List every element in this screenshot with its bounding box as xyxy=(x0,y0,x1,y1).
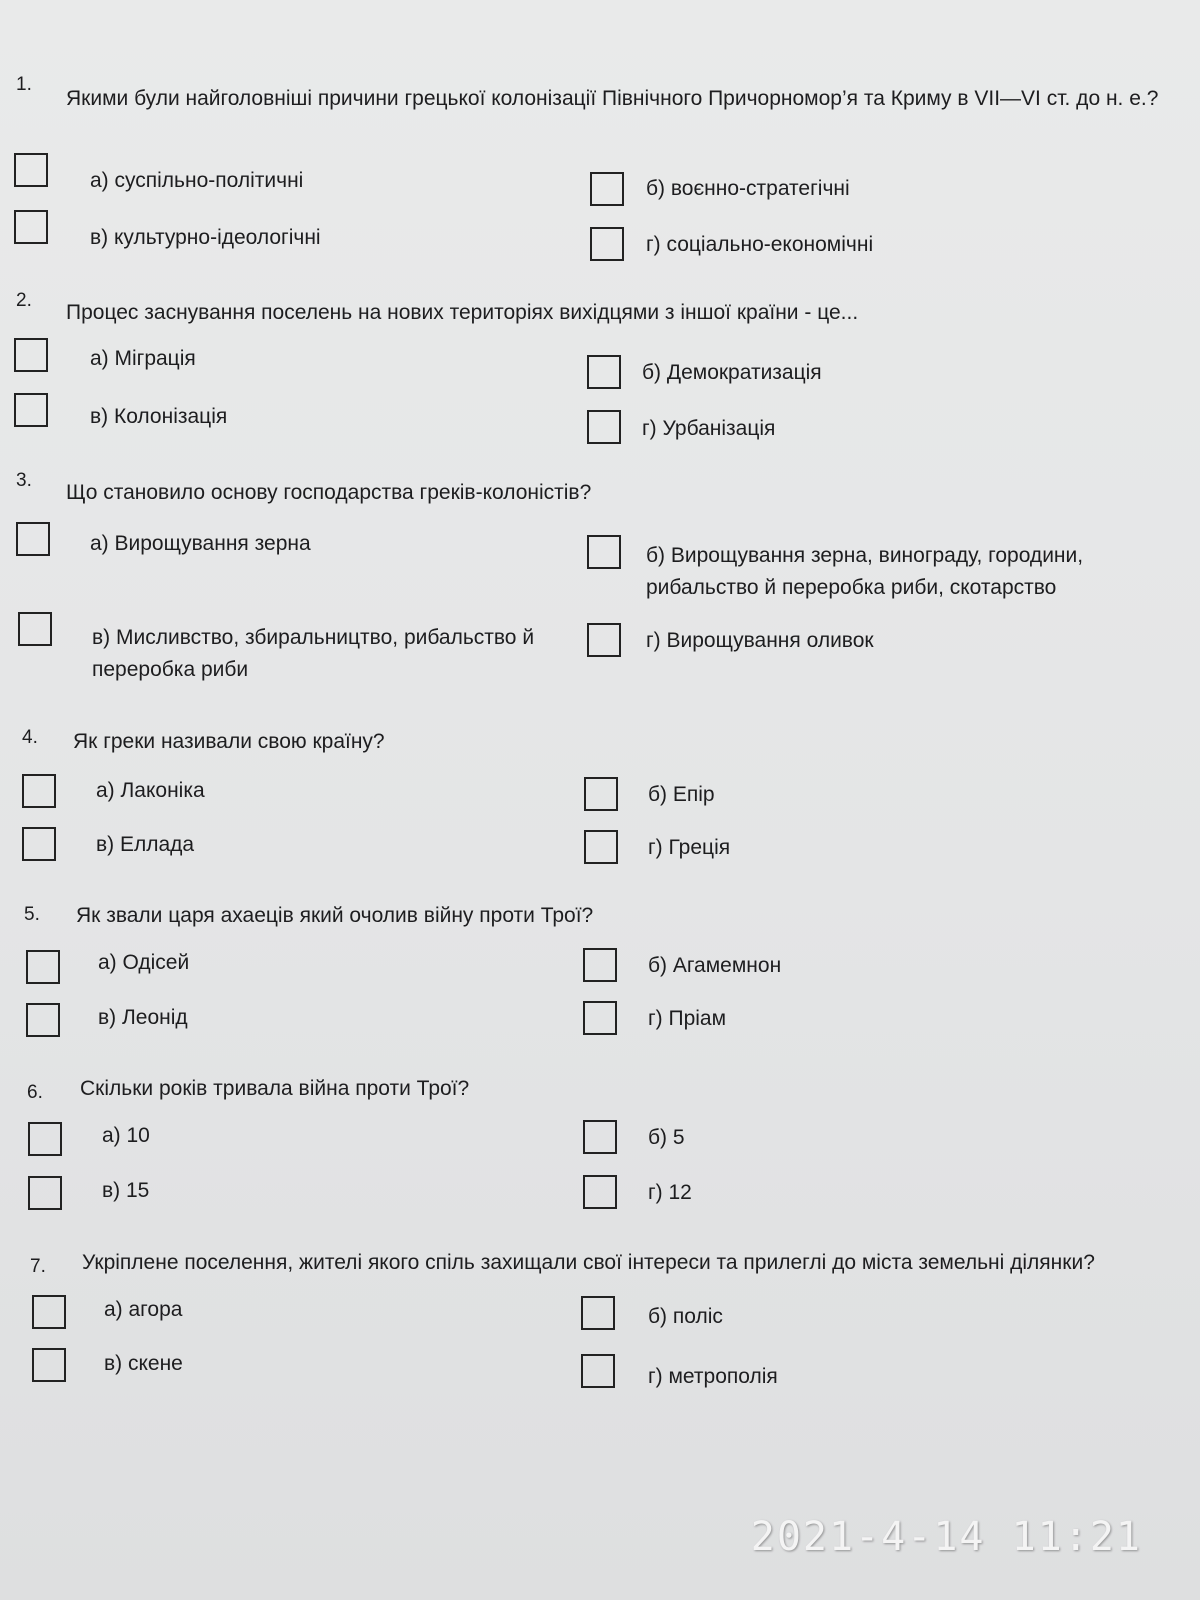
answer-checkbox[interactable] xyxy=(584,830,618,864)
question-text: Процес заснування поселень на нових територіях вихідцями з іншої країни - це... xyxy=(66,301,859,324)
question-text: Як звали царя ахаеців який очолив війну проти Трої? xyxy=(76,904,594,927)
option-label: в) Еллада xyxy=(96,833,195,856)
answer-checkbox[interactable] xyxy=(18,612,52,646)
answer-checkbox[interactable] xyxy=(583,1120,617,1154)
answer-checkbox[interactable] xyxy=(583,948,617,982)
answer-checkbox[interactable] xyxy=(14,393,48,427)
option-label: в) скене xyxy=(104,1352,183,1375)
answer-checkbox[interactable] xyxy=(14,210,48,244)
answer-checkbox[interactable] xyxy=(16,522,50,556)
answer-checkbox[interactable] xyxy=(26,950,60,984)
option-label: в) Колонізація xyxy=(90,405,228,428)
option-label: б) поліс xyxy=(648,1305,723,1328)
option-label: в) Леонід xyxy=(98,1006,188,1029)
question-text: Скільки років тривала війна проти Трої? xyxy=(80,1077,470,1100)
option-label: г) Пріам xyxy=(648,1007,727,1030)
option-label: а) Лаконіка xyxy=(96,779,205,802)
option-label: а) суспільно-політичні xyxy=(90,169,304,192)
answer-checkbox[interactable] xyxy=(28,1122,62,1156)
answer-checkbox[interactable] xyxy=(26,1003,60,1037)
answer-checkbox[interactable] xyxy=(581,1354,615,1388)
option-label: б) 5 xyxy=(648,1126,685,1149)
option-label: в) 15 xyxy=(102,1179,150,1202)
option-label: а) Вирощування зерна xyxy=(90,532,311,555)
option-label: г) 12 xyxy=(648,1181,692,1204)
option-label: б) Демократизація xyxy=(642,361,822,384)
answer-checkbox[interactable] xyxy=(14,153,48,187)
answer-checkbox[interactable] xyxy=(22,774,56,808)
option-label: г) Урбанізація xyxy=(642,417,776,440)
answer-checkbox[interactable] xyxy=(22,827,56,861)
answer-checkbox[interactable] xyxy=(590,172,624,206)
answer-checkbox[interactable] xyxy=(590,227,624,261)
answer-checkbox[interactable] xyxy=(583,1001,617,1035)
answer-checkbox[interactable] xyxy=(32,1348,66,1382)
option-label: г) Греція xyxy=(648,836,731,859)
question-number: 6. xyxy=(27,1082,43,1103)
question-text: Як греки називали свою країну? xyxy=(73,730,385,753)
question-text: Що становило основу господарства греків-колоністів? xyxy=(66,481,592,504)
answer-checkbox[interactable] xyxy=(14,338,48,372)
answer-checkbox[interactable] xyxy=(587,623,621,657)
photo-timestamp: 2021-4-14 11:21 xyxy=(750,1514,1142,1560)
option-label: б) Агамемнон xyxy=(648,954,782,977)
answer-checkbox[interactable] xyxy=(587,410,621,444)
question-number: 4. xyxy=(22,727,38,748)
option-label: б) воєнно-стратегічні xyxy=(646,177,850,200)
option-label: а) 10 xyxy=(102,1124,150,1147)
option-label: б) Епір xyxy=(648,783,715,806)
answer-checkbox[interactable] xyxy=(581,1296,615,1330)
question-number: 2. xyxy=(16,290,32,311)
option-label: б) Вирощування зерна, винограду, городини, рибальство й переробка риби, скотарство xyxy=(646,544,1084,599)
question-text: Укріплене поселення, жителі якого спіль захищали свої інтереси та прилеглі до міста земельні ділянки? xyxy=(82,1251,1095,1274)
option-label: г) метрополія xyxy=(648,1365,778,1388)
answer-checkbox[interactable] xyxy=(32,1295,66,1329)
answer-checkbox[interactable] xyxy=(587,355,621,389)
question-number: 3. xyxy=(16,470,32,491)
answer-checkbox[interactable] xyxy=(587,535,621,569)
option-label: г) Вирощування оливок xyxy=(646,629,874,652)
question-number: 1. xyxy=(16,74,32,95)
option-label: в) Мисливство, збиральництво, рибальство й переробка риби xyxy=(92,626,535,681)
option-label: г) соціально-економічні xyxy=(646,233,874,256)
question-number: 7. xyxy=(30,1256,46,1277)
answer-checkbox[interactable] xyxy=(584,777,618,811)
answer-checkbox[interactable] xyxy=(583,1175,617,1209)
question-number: 5. xyxy=(24,904,40,925)
option-label: а) Міграція xyxy=(90,347,196,370)
option-label: а) агора xyxy=(104,1298,183,1321)
option-label: в) культурно-ідеологічні xyxy=(90,226,321,249)
option-label: а) Одісей xyxy=(98,951,190,974)
answer-checkbox[interactable] xyxy=(28,1176,62,1210)
question-text: Якими були найголовніші причини грецької колонізації Північного Причорномор’я та Криму в VII—VI ст. до н. е.? xyxy=(66,87,1159,110)
